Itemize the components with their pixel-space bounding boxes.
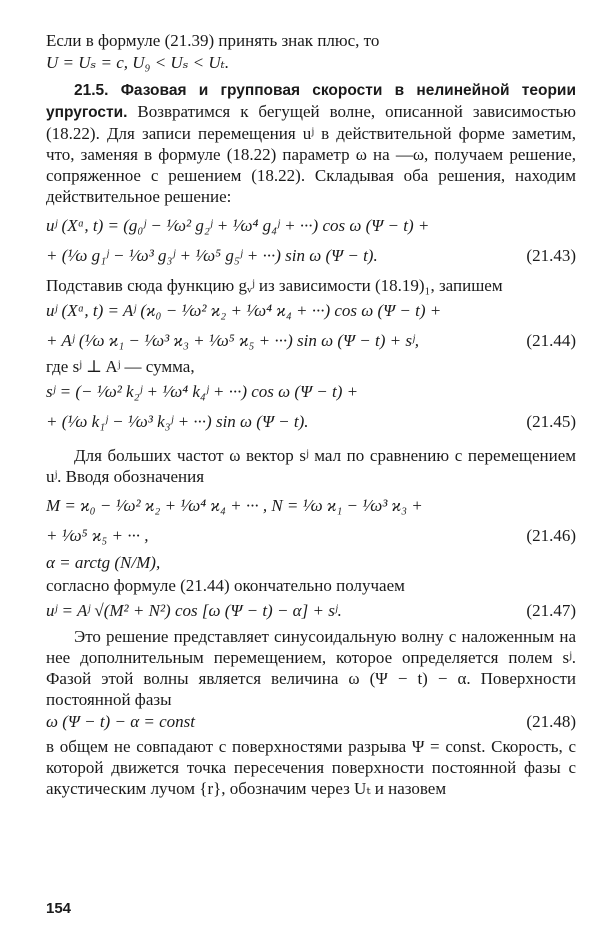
paragraph: Подставив сюда функцию gᵥʲ из зависимости (18.19)₁, запишем [46, 276, 503, 295]
equation-number: (21.48) [526, 712, 576, 731]
paragraph: согласно формуле (21.44) окончательно получаем [46, 576, 405, 595]
section-heading: 21.5. Фазовая и групповая скорости в нелинейной теории упругости. [46, 82, 576, 121]
equation-text: uʲ = Aʲ √(M² + N²) cos [ω (Ψ − t) − α] + sʲ. [46, 601, 342, 620]
equation-text: + (¹⁄ω g₁ʲ − ¹⁄ω³ g₃ʲ + ¹⁄ω⁵ g₅ʲ + ···) sin ω (Ψ − t). [46, 246, 378, 265]
equation-number: (21.43) [526, 246, 576, 265]
equation-21-46b [46, 521, 576, 551]
equation-number: (21.44) [526, 331, 576, 350]
section-paragraph [46, 79, 576, 207]
equation-text: sʲ = (− ¹⁄ω² k₂ʲ + ¹⁄ω⁴ k₄ʲ + ···) cos ω (Ψ − t) + [46, 382, 359, 401]
equation-21-43b [46, 241, 576, 271]
text-line: Если в формуле (21.39) принять знак плюс, то [46, 31, 380, 50]
paragraph: в общем не совпадают с поверхностями разрыва Ψ = const. Скорость, с которой движется точка пересечения поверхности постоянной фазы с акустическим лучом {r}, обозначим через Uₜ и назовем [46, 737, 576, 798]
equation-number: (21.46) [526, 526, 576, 545]
equation-text: + Aʲ (¹⁄ω ϰ₁ − ¹⁄ω³ ϰ₃ + ¹⁄ω⁵ ϰ₅ + ···) sin ω (Ψ − t) + sʲ, [46, 331, 419, 350]
equation: U = Uₛ = c, U₉ < Uₛ < Uₜ. [46, 53, 230, 72]
equation-text: + (¹⁄ω k₁ʲ − ¹⁄ω³ k₃ʲ + ···) sin ω (Ψ − t). [46, 412, 309, 431]
paragraph-text: Возвратимся к бегущей волне, описанной зависимостью (18.22). Для записи перемещения uʲ в действительной форме заметим, что, заменяя в формуле (18.22) параметр ω на —ω, получаем решение, сопряженное с решением (18.22). Складывая оба решения, находим действительное решение: [46, 102, 576, 206]
equation-number: (21.47) [526, 601, 576, 620]
equation-number: (21.45) [526, 412, 576, 431]
equation-text: α = arctg (N/M), [46, 553, 161, 572]
equation-text: uʲ (Xᵅ, t) = (g₀ʲ − ¹⁄ω² g₂ʲ + ¹⁄ω⁴ g₄ʲ + ···) cos ω (Ψ − t) + [46, 216, 430, 235]
equation-text: ω (Ψ − t) − α = const [46, 712, 195, 731]
equation-text: M = ϰ₀ − ¹⁄ω² ϰ₂ + ¹⁄ω⁴ ϰ₄ + ··· , N = ¹⁄ω ϰ₁ − ¹⁄ω³ ϰ₃ + [46, 496, 423, 515]
equation-21-44b [46, 326, 576, 356]
paragraph: Для больших частот ω вектор sʲ мал по сравнению с перемещением uʲ. Вводя обозначения [46, 446, 576, 486]
equation-21-46a [46, 491, 576, 521]
equation-21-47 [46, 596, 576, 626]
equation-21-45b [46, 407, 576, 437]
paragraph: Это решение представляет синусоидальную волну с наложенным на нее дополнительным перемещением, которое определяется полем sʲ. Фазой этой волны является величина ω (Ψ − t) − α. Поверхности постоянной фазы [46, 627, 576, 709]
paragraph: где sʲ ⊥ Aʲ — сумма, [46, 357, 195, 376]
equation-text: + ¹⁄ω⁵ ϰ₅ + ··· , [46, 526, 149, 545]
page-number: 154 [46, 900, 72, 917]
page-body [46, 30, 576, 799]
equation-21-48 [46, 710, 576, 734]
equation-text: uʲ (Xᵅ, t) = Aʲ (ϰ₀ − ¹⁄ω² ϰ₂ + ¹⁄ω⁴ ϰ₄ + ···) cos ω (Ψ − t) + [46, 301, 442, 320]
equation-21-44a [46, 296, 576, 326]
equation-alpha [46, 551, 576, 575]
equation-21-45a [46, 377, 576, 407]
equation-21-43a [46, 211, 576, 241]
